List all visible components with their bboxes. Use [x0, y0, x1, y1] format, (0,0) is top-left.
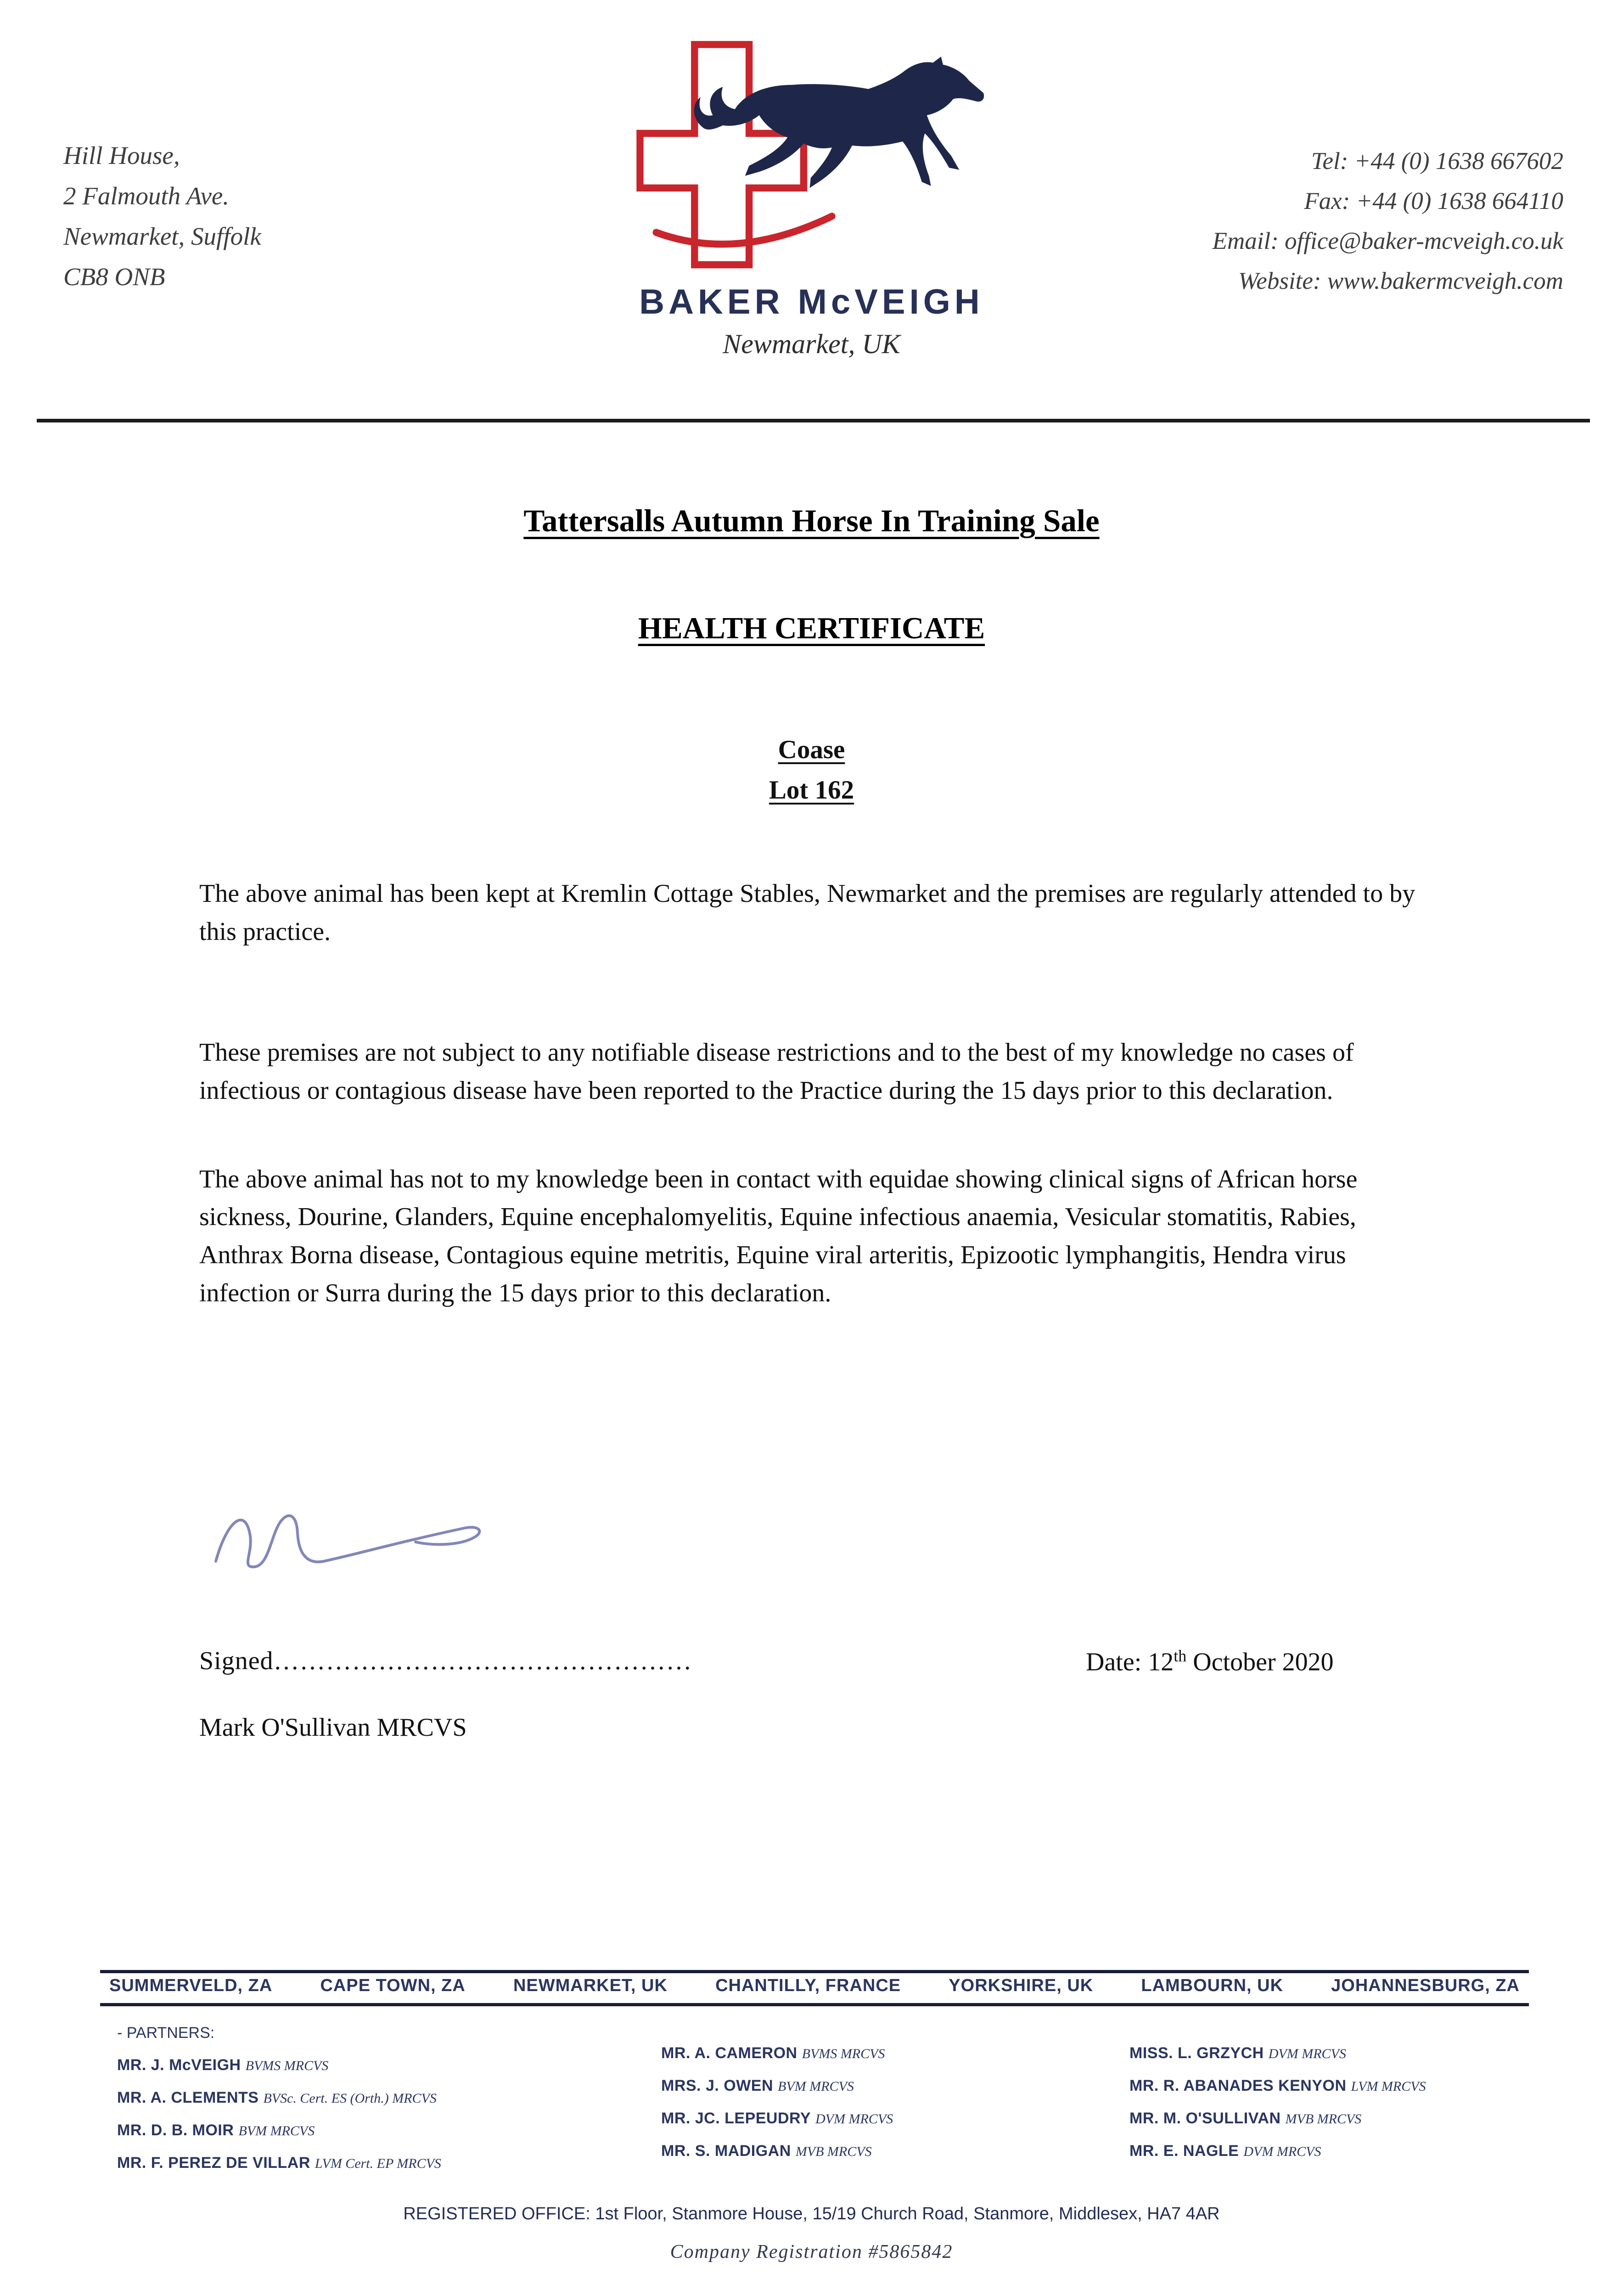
address-line: CB8 ONB: [63, 263, 165, 291]
signed-label: Signed…………………………………………: [199, 1647, 692, 1675]
practice-location: Newmarket, UK: [723, 329, 900, 359]
date-prefix: Date: 12: [1086, 1648, 1174, 1677]
partner-row: [1129, 2110, 1426, 2127]
location-item: CAPE TOWN, ZA: [320, 1976, 466, 1995]
signatory-name: Mark O'Sullivan MRCVS: [199, 1713, 467, 1742]
partner-qualifications: BVM MRCVS: [238, 2123, 315, 2138]
practice-logo: [536, 32, 1087, 360]
partner-row: [661, 2077, 893, 2095]
partner-qualifications: DVM MRCVS: [815, 2111, 893, 2127]
document-subtitle: HEALTH CERTIFICATE: [638, 611, 985, 645]
address-line: 2 Falmouth Ave.: [63, 182, 230, 210]
date-suffix: October 2020: [1186, 1648, 1334, 1677]
footer-divider-top: [100, 1970, 1529, 1973]
partner-name: MRS. J. OWEN: [661, 2077, 774, 2094]
partner-row: [1129, 2044, 1426, 2062]
partners-label: - PARTNERS:: [117, 2024, 215, 2042]
contact-email: Email: office@baker-mcveigh.co.uk: [1212, 227, 1563, 254]
partner-qualifications: MVB MRCVS: [1285, 2111, 1362, 2127]
paragraph-premises: The above animal has been kept at Kremlin Cottage Stables, Newmarket and the premises are regularly attended to by this practice.: [199, 879, 1415, 946]
partner-qualifications: BVMS MRCVS: [245, 2058, 329, 2073]
location-item: SUMMERVELD, ZA: [109, 1976, 273, 1995]
practice-contacts: [1213, 141, 1563, 301]
partner-name: MR. R. ABANADES KENYON: [1129, 2077, 1347, 2094]
practice-address: [63, 135, 261, 297]
company-registration: Company Registration #5865842: [670, 2241, 953, 2262]
contact-website: Website: www.bakermcveigh.com: [1238, 267, 1563, 294]
partner-name: MR. S. MADIGAN: [661, 2142, 791, 2160]
header-divider: [37, 419, 1590, 422]
partner-name: MR. A. CLEMENTS: [117, 2089, 259, 2106]
date-line: [1086, 1646, 1334, 1677]
location-item: CHANTILLY, FRANCE: [715, 1976, 901, 1995]
date-ordinal: th: [1174, 1647, 1187, 1665]
location-item: LAMBOURN, UK: [1141, 1976, 1284, 1995]
partner-row: [661, 2044, 893, 2062]
partners-column-1: [117, 2056, 441, 2187]
contact-tel: Tel: +44 (0) 1638 667602: [1311, 148, 1563, 174]
address-line: Newmarket, Suffolk: [63, 222, 261, 250]
practice-locations: [109, 1976, 1520, 1996]
partner-qualifications: LVM MRCVS: [1351, 2079, 1426, 2094]
partner-row: [117, 2056, 441, 2074]
footer-divider-bottom: [100, 2003, 1529, 2006]
partners-column-3: [1129, 2044, 1426, 2175]
paragraph-disease-restrictions: These premises are not subject to any notifiable disease restrictions and to the best of my knowledge no cases of infectious or contagious disease have been reported to the Practice during the 15 days prior to this declaration.: [199, 1038, 1354, 1105]
partner-row: [661, 2110, 893, 2127]
partner-name: MR. A. CAMERON: [661, 2044, 797, 2062]
partner-qualifications: DVM MRCVS: [1243, 2144, 1321, 2159]
partner-name: MR. F. PEREZ DE VILLAR: [117, 2154, 310, 2172]
partner-qualifications: BVMS MRCVS: [802, 2046, 885, 2061]
partner-qualifications: MVB MRCVS: [795, 2144, 872, 2159]
certificate-body: [199, 875, 1430, 1312]
partner-row: [1129, 2077, 1426, 2095]
location-item: YORKSHIRE, UK: [949, 1976, 1094, 1995]
document-title: Tattersalls Autumn Horse In Training Sale: [523, 503, 1100, 538]
horse-name: Coase: [778, 735, 845, 764]
partner-name: MISS. L. GRZYCH: [1129, 2044, 1264, 2062]
partner-row: [1129, 2142, 1426, 2160]
signature-ink: [207, 1492, 500, 1580]
partner-qualifications: LVM Cert. EP MRCVS: [314, 2156, 441, 2171]
partner-name: MR. M. O'SULLIVAN: [1129, 2110, 1281, 2127]
partner-qualifications: BVM MRCVS: [778, 2079, 854, 2094]
location-item: JOHANNESBURG, ZA: [1331, 1976, 1520, 1995]
partner-name: MR. E. NAGLE: [1129, 2142, 1239, 2160]
partner-qualifications: BVSc. Cert. ES (Orth.) MRCVS: [263, 2091, 437, 2106]
partner-row: [117, 2122, 441, 2139]
registered-office: REGISTERED OFFICE: 1st Floor, Stanmore House, 15/19 Church Road, Stanmore, Middlesex, HA7 4AR: [403, 2204, 1220, 2223]
partner-name: MR. J. McVEIGH: [117, 2056, 241, 2074]
contact-fax: Fax: +44 (0) 1638 664110: [1304, 187, 1563, 214]
partner-qualifications: DVM MRCVS: [1268, 2046, 1346, 2061]
paragraph-contact-declaration: The above animal has not to my knowledge been in contact with equidae showing clinical signs of African horse sickness, Dourine, Glanders, Equine encephalomyelitis, Equine infectious anaemia, Vesicular stomatitis, Rabies, Anthrax Borna disease, Contagious equine metritis, Equine viral arteritis, Epizootic lymphangitis, Hendra virus infection or Surra during the 15 days prior to this declaration.: [199, 1165, 1358, 1308]
partner-row: [661, 2142, 893, 2160]
partner-row: [117, 2089, 441, 2107]
horse-and-cross-logo-icon: [610, 32, 1014, 280]
partners-column-2: [661, 2044, 893, 2175]
lot-number: Lot 162: [769, 776, 854, 805]
partner-row: [117, 2154, 441, 2172]
address-line: Hill House,: [63, 141, 180, 169]
partner-name: MR. D. B. MOIR: [117, 2122, 234, 2139]
partner-name: MR. JC. LEPEUDRY: [661, 2110, 811, 2127]
practice-name: BAKER McVEIGH: [639, 282, 984, 321]
location-item: NEWMARKET, UK: [513, 1976, 668, 1995]
